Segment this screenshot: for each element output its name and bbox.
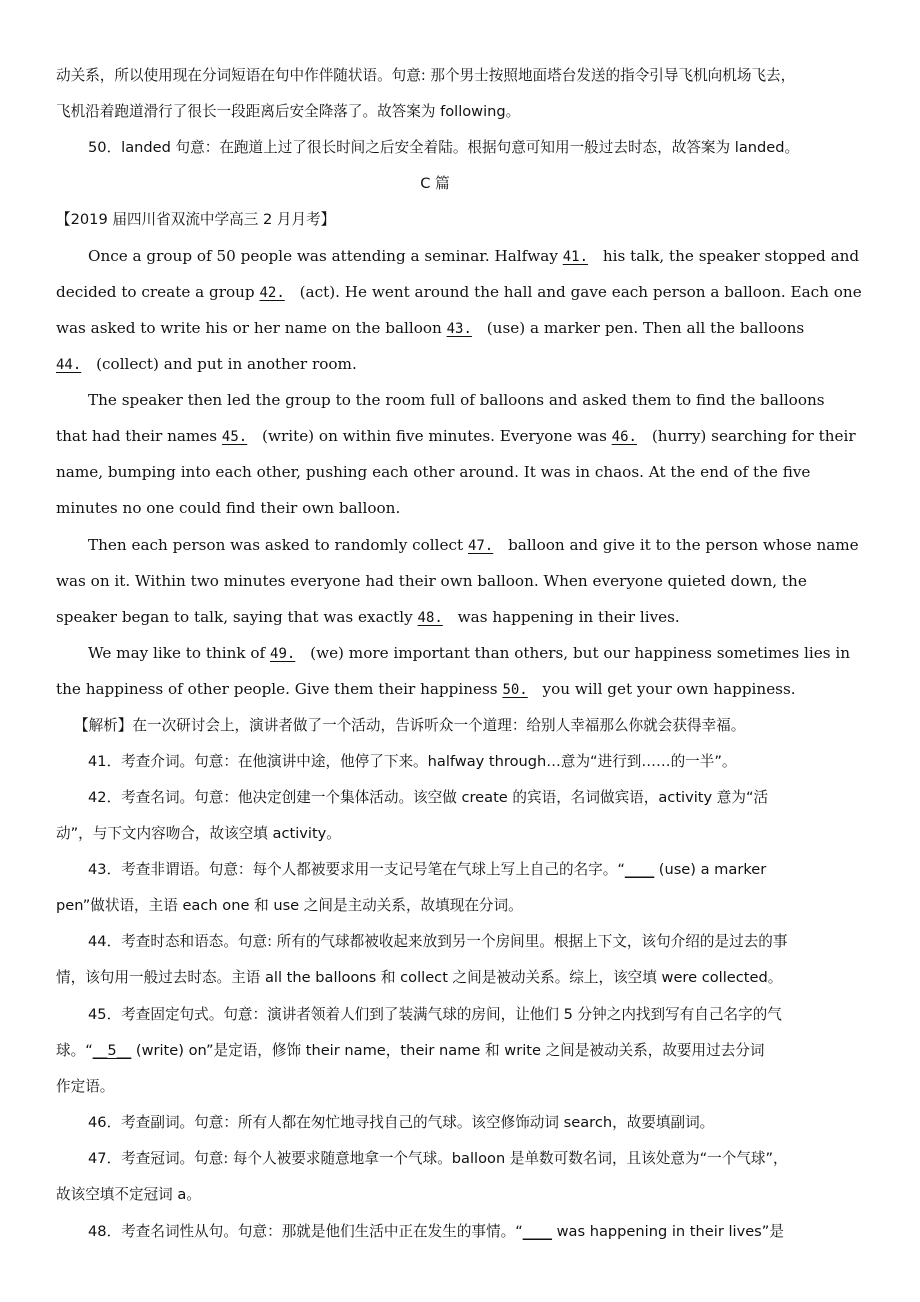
text: 48．考查名词性从句。句意：那就是他们生活中正在发生的事情。“ <box>88 1223 523 1240</box>
blank-45[interactable]: 45. <box>221 429 248 445</box>
passage-p4-line-1 <box>88 643 850 664</box>
text: balloon and give it to the person whose name <box>503 536 859 554</box>
blank-44[interactable]: 44. <box>56 357 82 373</box>
analysis-summary: 【解析】在一次研讨会上，演讲者做了一个活动，告诉听众一个道理：给别人幸福那么你就会获得幸福。 <box>74 717 746 734</box>
text: his talk, the speaker stopped and <box>598 247 860 265</box>
blank-placeholder: ____ <box>624 861 655 878</box>
text: Then each person was asked to randomly collect <box>88 536 468 554</box>
analysis-48-line-1 <box>88 1222 784 1242</box>
section-title: C 篇 <box>420 175 450 192</box>
analysis-42-line-2: 动”，与下文内容吻合，故该空填 activity。 <box>56 825 341 842</box>
passage-p2-line-3: name, bumping into each other, pushing each other around. It was in chaos. At the end of the five <box>56 463 811 481</box>
passage-p2-line-2 <box>56 426 856 447</box>
analysis-45-line-2 <box>56 1041 765 1061</box>
text: 43．考查非谓语。句意：每个人都被要求用一支记号笔在气球上写上自己的名字。“ <box>88 861 625 878</box>
text: (act). He went around the hall and gave each person a balloon. Each one <box>294 283 862 301</box>
text: was happening in their lives. <box>452 608 680 626</box>
passage-p4-line-2 <box>56 679 796 700</box>
passage-p3-line-3 <box>56 607 680 628</box>
analysis-47-line-2: 故该空填不定冠词 a。 <box>56 1186 201 1203</box>
passage-p3-line-2: was on it. Within two minutes everyone had their own balloon. When everyone quieted down, the <box>56 572 807 590</box>
text: (write) on within five minutes. Everyone was <box>257 427 612 445</box>
analysis-45-line-1: 45．考查固定句式。句意：演讲者领着人们到了装满气球的房间，让他们 5 分钟之内找到写有自己名字的气 <box>88 1006 782 1023</box>
passage-p2-line-4: minutes no one could find their own balloon. <box>56 499 401 517</box>
passage-p1-line-3 <box>56 318 804 339</box>
prev-answer-continuation-line-2: 飞机沿着跑道滑行了很长一段距离后安全降落了。故答案为 following。 <box>56 103 521 120</box>
analysis-47-line-1: 47．考查冠词。句意: 每个人被要求随意地拿一个气球。balloon 是单数可数名词，且该处意为“一个气球”， <box>88 1150 788 1167</box>
prev-answer-50: 50．landed 句意：在跑道上过了很长时间之后安全着陆。根据句意可知用一般过去时态，故答案为 landed。 <box>88 139 800 156</box>
text: 球。“ <box>56 1042 93 1059</box>
text: was happening in their lives”是 <box>551 1223 784 1240</box>
blank-46[interactable]: 46. <box>611 429 637 445</box>
text: the happiness of other people. Give them their happiness <box>56 680 503 698</box>
blank-48[interactable]: 48. <box>417 610 443 626</box>
analysis-46: 46．考查副词。句意：所有人都在匆忙地寻找自己的气球。该空修饰动词 search，故要填副词。 <box>88 1114 715 1131</box>
passage-p3-line-1 <box>88 535 859 556</box>
text: speaker began to talk, saying that was exactly <box>56 608 418 626</box>
prev-answer-continuation-line-1: 动关系，所以使用现在分词短语在句中作伴随状语。句意: 那个男士按照地面塔台发送的指令引导飞机向机场飞去， <box>56 67 796 84</box>
text: (use) a marker pen. Then all the balloons <box>481 319 805 337</box>
blank-50[interactable]: 50. <box>502 682 528 698</box>
text: (hurry) searching for their <box>647 427 856 445</box>
blank-49[interactable]: 49. <box>270 646 296 662</box>
text: We may like to think of <box>88 644 271 662</box>
text: (we) more important than others, but our happiness sometimes lies in <box>305 644 850 662</box>
text: that had their names <box>56 427 222 445</box>
analysis-45-line-3: 作定语。 <box>56 1078 115 1095</box>
text: you will get your own happiness. <box>537 680 796 698</box>
blank-placeholder: __5__ <box>92 1042 132 1059</box>
passage-p1-line-2 <box>56 282 862 303</box>
blank-41[interactable]: 41. <box>562 249 589 265</box>
analysis-44-line-2: 情，该句用一般过去时态。主语 all the balloons 和 collect 之间是被动关系。综上，该空填 were collected。 <box>56 969 783 986</box>
text: was asked to write his or her name on the balloon <box>56 319 447 337</box>
analysis-42-line-1: 42．考查名词。句意：他决定创建一个集体活动。该空做 create 的宾语，名词做宾语，activity 意为“活 <box>88 789 769 806</box>
analysis-43-line-1 <box>88 860 766 880</box>
passage-p2-line-1: The speaker then led the group to the room full of balloons and asked them to find the balloons <box>88 391 825 409</box>
text: (use) a marker <box>654 861 767 878</box>
analysis-43-line-2: pen”做状语，主语 each one 和 use 之间是主动关系，故填现在分词。 <box>56 897 523 914</box>
analysis-44-line-1: 44．考查时态和语态。句意: 所有的气球都被收起来放到另一个房间里。根据上下文，该句介绍的是过去的事 <box>88 933 788 950</box>
blank-placeholder: ____ <box>522 1223 552 1240</box>
passage-p1-line-4 <box>56 354 357 375</box>
blank-47[interactable]: 47. <box>467 538 494 554</box>
passage-p1-line-1 <box>88 246 859 267</box>
text: (collect) and put in another room. <box>91 355 357 373</box>
text: decided to create a group <box>56 283 260 301</box>
analysis-41: 41．考查介词。句意：在他演讲中途，他停了下来。halfway through…意为“进行到……的一半”。 <box>88 753 737 770</box>
text: (write) on”是定语，修饰 their name，their name 和 write 之间是被动关系，故要用过去分词 <box>131 1042 765 1059</box>
blank-42[interactable]: 42. <box>259 285 285 301</box>
blank-43[interactable]: 43. <box>446 321 472 337</box>
text: Once a group of 50 people was attending a seminar. Halfway <box>88 247 563 265</box>
source-heading: 【2019 届四川省双流中学高三 2 月月考】 <box>56 211 336 228</box>
